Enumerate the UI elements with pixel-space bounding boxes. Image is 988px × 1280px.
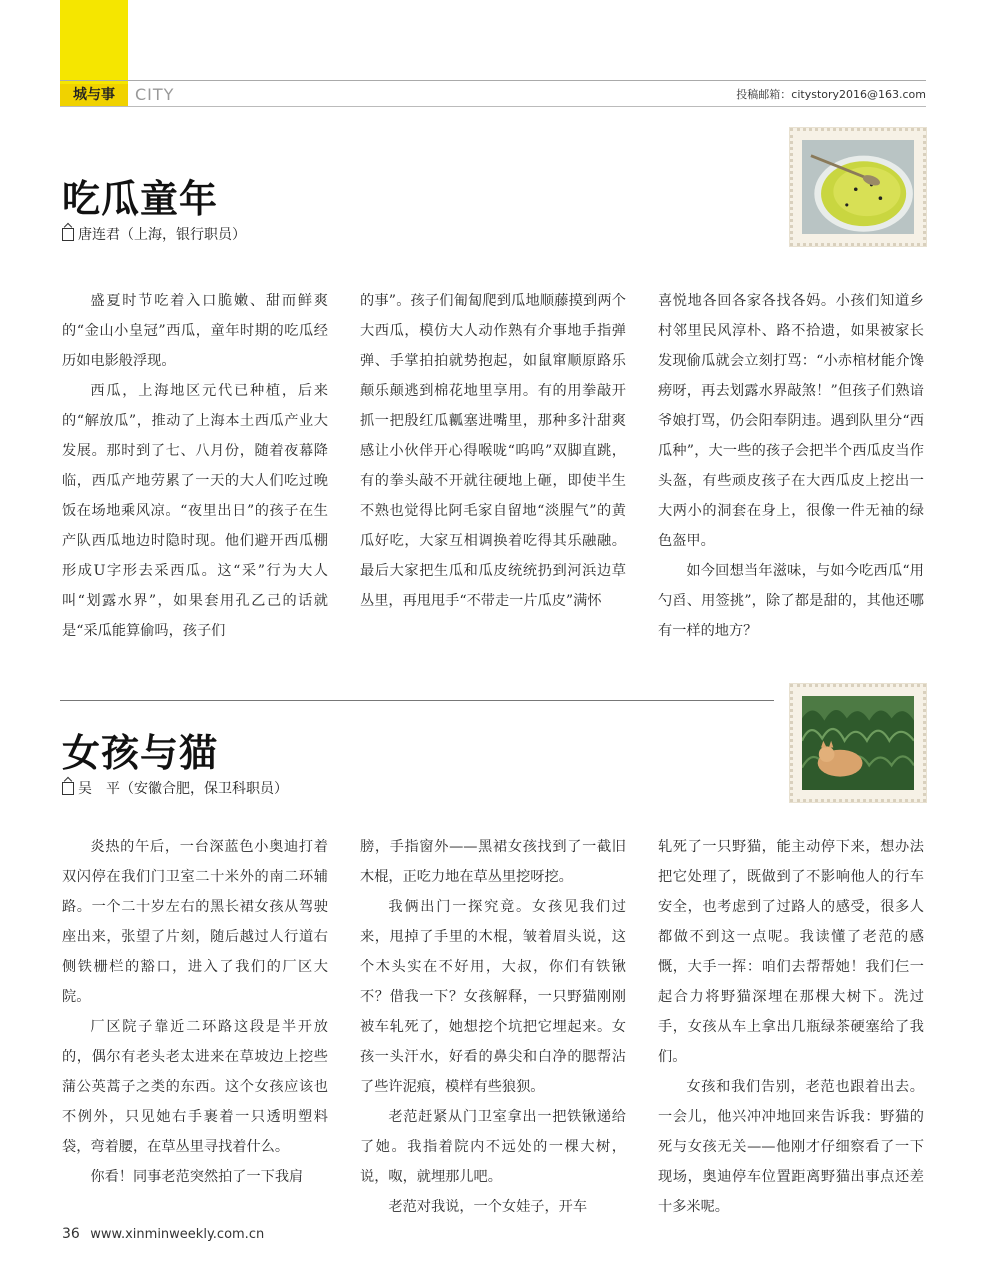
- paragraph: 你看！同事老范突然拍了一下我肩: [90, 1169, 304, 1185]
- submission-email: 投稿邮箱：citystory2016@163.com: [736, 88, 926, 101]
- paragraph: 老范对我说，一个女娃子，开车: [388, 1199, 588, 1215]
- author-name: 吴 平（安徽合肥，保卫科职员）: [78, 781, 288, 797]
- header-rule-top: [60, 80, 926, 81]
- article-title: 女孩与猫: [62, 731, 219, 775]
- paragraph: 如今回想当年滋味，与如今吃西瓜“用勺舀、用签挑”，除了都是甜的，其他还哪有一样的地方？: [658, 563, 924, 639]
- melon-bowl-photo-icon: [790, 128, 926, 246]
- article1-column-2: [360, 286, 626, 616]
- paragraph: 喜悦地各回各家各找各妈。小孩们知道乡村邻里民风淳朴、路不拾遗，如果被家长发现偷瓜就会立刻打骂：“小赤棺材能介馋痨呀，再去划露水界敲煞！”但孩子们熟谙爷娘打骂，仍会阳奉阴违。遇到队里分“西瓜种”，大一些的孩子会把半个西瓜皮当作头盔，有些顽皮孩子在大西瓜皮上挖出一大两小的洞套在身上，很像一件无袖的绿色盔甲。: [658, 293, 924, 549]
- header-rule-bottom: [60, 106, 926, 107]
- article-title: 吃瓜童年: [62, 177, 219, 221]
- paragraph: 我俩出门一探究竟。女孩见我们过来，甩掉了手里的木棍，皱着眉头说，这个木头实在不好用，大叔，你们有铁锹不？借我一下？女孩解释，一只野猫刚刚被车轧死了，她想挖个坑把它埋起来。女孩一头汗水，好看的鼻尖和白净的腮帮沾了些许泥痕，模样有些狼狈。: [360, 899, 626, 1095]
- paragraph: 厂区院子靠近二环路这段是半开放的，偶尔有老头老太进来在草坡边上挖些蒲公英蒿子之类的东西。这个女孩应该也不例外，只见她右手裹着一只透明塑料袋，弯着腰，在草丛里寻找着什么。: [62, 1019, 328, 1155]
- paragraph: 轧死了一只野猫，能主动停下来，想办法把它处理了，既做到了不影响他人的行车安全，也考虑到了过路人的感受，很多人都做不到这一点呢。我读懂了老范的感慨，大手一挥：咱们去帮帮她！我们仨一起合力将野猫深埋在那棵大树下。洗过手，女孩从车上拿出几瓶绿茶硬塞给了我们。: [658, 839, 924, 1065]
- paragraph: 炎热的午后，一台深蓝色小奥迪打着双闪停在我们门卫室二十米外的南二环辅路。一个二十岁左右的黑长裙女孩从驾驶座出来，张望了片刻，随后越过人行道右侧铁栅栏的豁口，进入了我们的厂区大院。: [62, 839, 328, 1005]
- article2-column-1: [62, 832, 328, 1192]
- paragraph: 的事”。孩子们匍匐爬到瓜地顺藤摸到两个大西瓜，模仿大人动作熟有介事地手指弹弹、手掌拍拍就势抱起，如鼠窜顺原路乐颠乐颠逃到棉花地里享用。有的用拳敲开抓一把殷红瓜瓤塞进嘴里，那种多汁甜爽感让小伙伴开心得喉咙“呜呜”双脚直跳，有的拳头敲不开就往硬地上砸，即使半生不熟也觉得比阿毛家自留地“淡腥气”的黄瓜好吃，大家互相调换着吃得其乐融融。最后大家把生瓜和瓜皮统统扔到河浜边草丛里，再甩甩手“不带走一片瓜皮”满怀: [360, 293, 626, 609]
- pen-icon: [62, 782, 74, 795]
- article-divider: [60, 700, 774, 701]
- section-label: 城与事: [60, 84, 128, 106]
- paragraph: 女孩和我们告别，老范也跟着出去。一会儿，他兴冲冲地回来告诉我：野猫的死与女孩无关——他刚才仔细察看了一下现场，奥迪停车位置距离野猫出事点还差十多米呢。: [658, 1079, 924, 1215]
- website-url: www.xinminweekly.com.cn: [90, 1227, 265, 1242]
- section-color-tab: [60, 0, 128, 84]
- article1-column-1: [62, 286, 328, 646]
- article1-column-3: [658, 286, 924, 646]
- article2-column-3: [658, 832, 924, 1222]
- page-number: 36: [62, 1226, 80, 1242]
- paragraph: 膀，手指窗外——黑裙女孩找到了一截旧木棍，正吃力地在草丛里挖呀挖。: [360, 839, 626, 885]
- pen-icon: [62, 228, 74, 241]
- article-author: [62, 224, 246, 244]
- section-label-english: CITY: [135, 85, 175, 104]
- article2-column-2: [360, 832, 626, 1222]
- cat-in-grass-photo-icon: [790, 684, 926, 802]
- paragraph: 老范赶紧从门卫室拿出一把铁锹递给了她。我指着院内不远处的一棵大树，说，呶，就埋那儿吧。: [360, 1109, 626, 1185]
- article-author: [62, 778, 288, 798]
- paragraph: 西瓜，上海地区元代已种植，后来的“解放瓜”，推动了上海本土西瓜产业大发展。那时到了七、八月份，随着夜幕降临，西瓜产地劳累了一天的大人们吃过晚饭在场地乘风凉。“夜里出日”的孩子在生产队西瓜地边时隐时现。他们避开西瓜棚形成U字形去采西瓜。这“采”行为大人叫“划露水界”，如果套用孔乙己的话就是“采瓜能算偷吗，孩子们: [62, 383, 328, 639]
- author-name: 唐连君（上海，银行职员）: [78, 227, 246, 243]
- page-footer: [62, 1226, 264, 1242]
- paragraph: 盛夏时节吃着入口脆嫩、甜而鲜爽的“金山小皇冠”西瓜，童年时期的吃瓜经历如电影般浮现。: [62, 293, 328, 369]
